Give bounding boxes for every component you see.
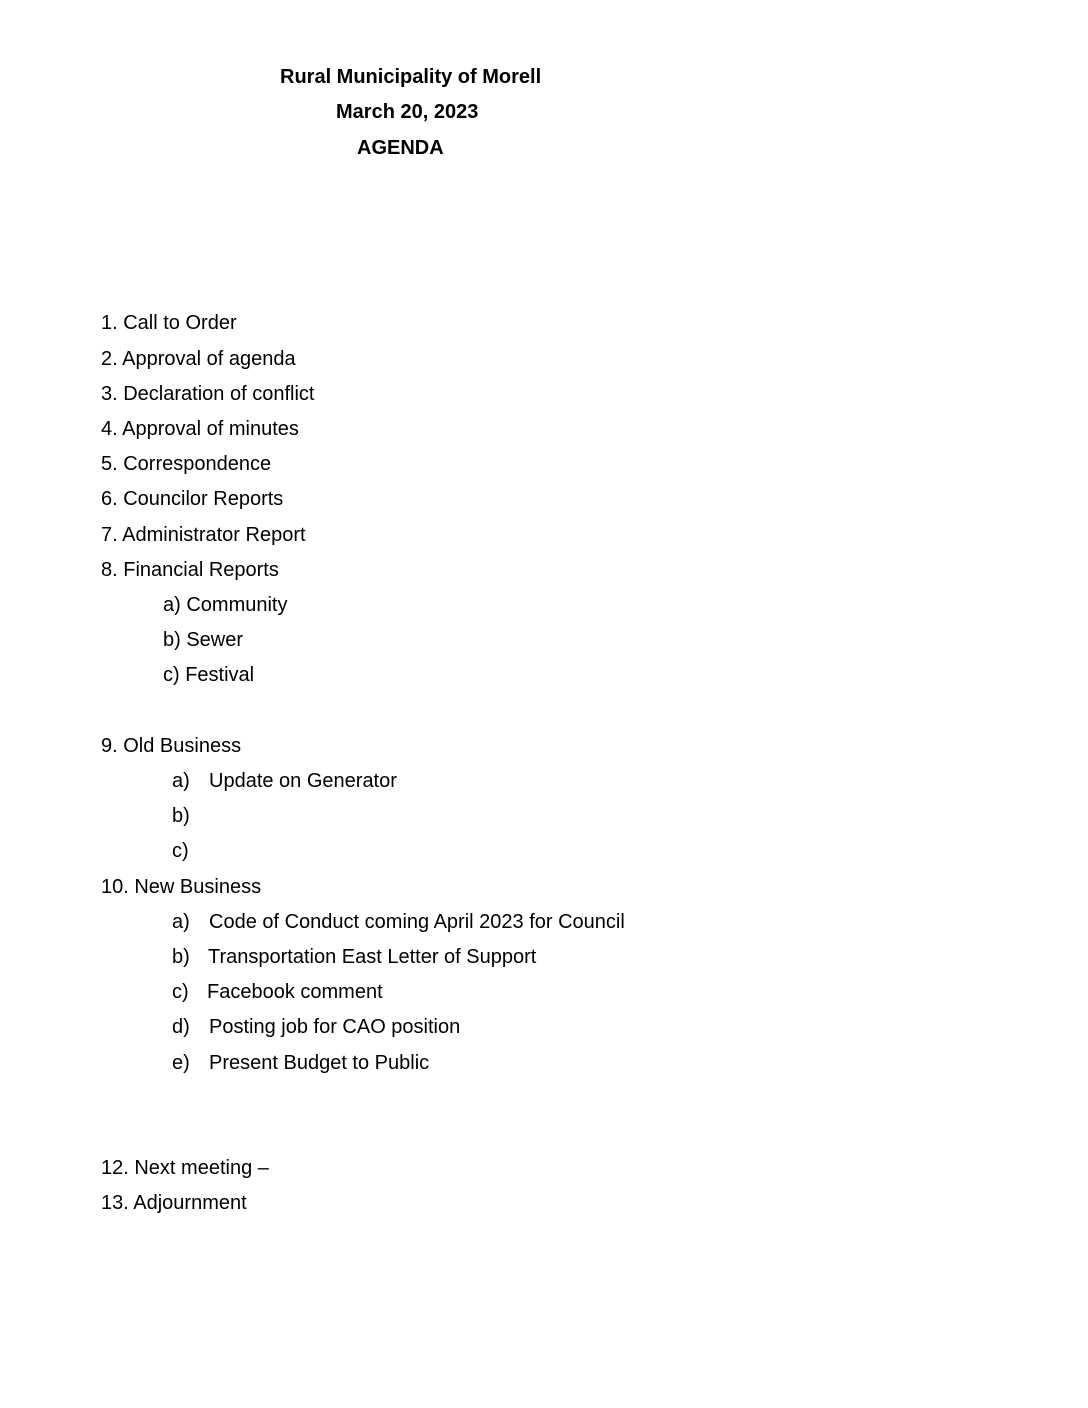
sub-item-marker: a) <box>172 770 190 792</box>
financial-sub-item: c) Festival <box>163 664 255 686</box>
agenda-item: 1. Call to Order <box>101 312 237 334</box>
sub-item-text: Facebook comment <box>207 981 383 1003</box>
sub-item-marker: d) <box>172 1016 190 1038</box>
municipality-heading: Rural Municipality of Morell <box>280 66 542 88</box>
agenda-item: 8. Financial Reports <box>101 559 279 581</box>
sub-item-text: Present Budget to Public <box>209 1052 430 1074</box>
old-business-heading: 9. Old Business <box>101 735 242 757</box>
sub-item-text: Code of Conduct coming April 2023 for Council <box>209 911 625 933</box>
agenda-item: 4. Approval of minutes <box>101 418 299 440</box>
agenda-item: 7. Administrator Report <box>101 524 306 546</box>
sub-item-marker: e) <box>172 1052 190 1074</box>
agenda-title: AGENDA <box>357 137 444 159</box>
agenda-item: 6. Councilor Reports <box>101 488 284 510</box>
sub-item-text: Update on Generator <box>209 770 397 792</box>
sub-item-text: Transportation East Letter of Support <box>208 946 537 968</box>
financial-sub-item: a) Community <box>163 594 288 616</box>
next-meeting-item: 12. Next meeting – <box>101 1157 269 1179</box>
new-business-heading: 10. New Business <box>101 876 262 898</box>
adjournment-item: 13. Adjournment <box>101 1192 247 1214</box>
sub-item-marker: b) <box>172 805 190 827</box>
sub-item-text: Posting job for CAO position <box>209 1016 461 1038</box>
sub-item-marker: b) <box>172 946 190 968</box>
agenda-item: 3. Declaration of conflict <box>101 383 315 405</box>
meeting-date: March 20, 2023 <box>336 101 479 123</box>
agenda-item: 2. Approval of agenda <box>101 348 296 370</box>
sub-item-marker: c) <box>172 981 189 1003</box>
sub-item-marker: c) <box>172 840 189 862</box>
sub-item-marker: a) <box>172 911 190 933</box>
financial-sub-item: b) Sewer <box>163 629 244 651</box>
agenda-item: 5. Correspondence <box>101 453 272 475</box>
